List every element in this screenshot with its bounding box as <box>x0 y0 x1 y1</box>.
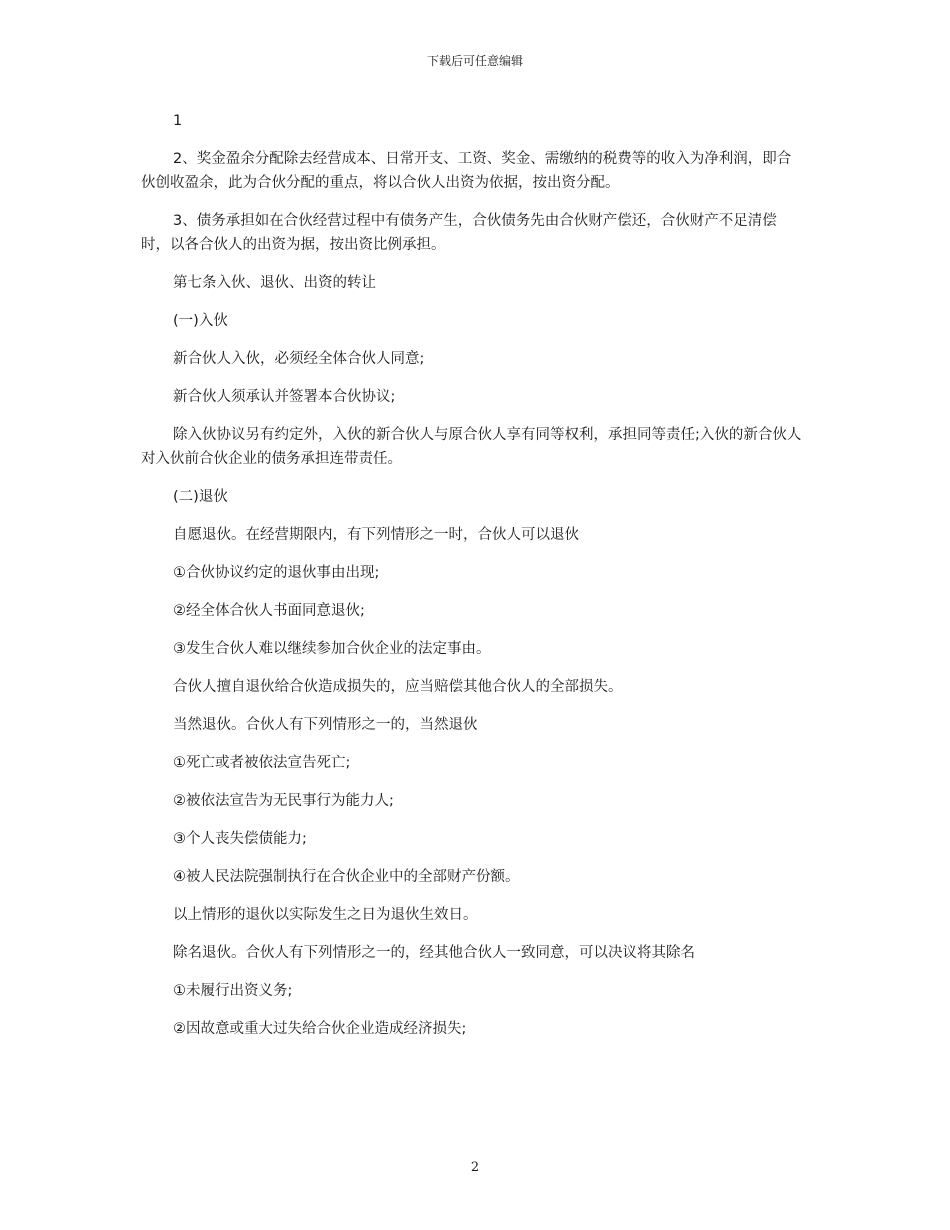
list-item: ③个人丧失偿债能力; <box>173 831 307 847</box>
paragraph-automatic-withdraw: 当然退伙。合伙人有下列情形之一的，当然退伙 <box>173 717 478 733</box>
document-body <box>141 109 805 1055</box>
paragraph-join-consent: 新合伙人入伙，必须经全体合伙人同意; <box>173 351 425 367</box>
list-item: ②经全体合伙人书面同意退伙; <box>173 603 365 619</box>
list-item: ②被依法宣告为无民事行为能力人; <box>173 793 394 809</box>
paragraph-debt-bearing: 3、债务承担如在合伙经营过程中有债务产生，合伙债务先由合伙财产偿还，合伙财产不足清偿时，以各合伙人的出资为据，按出资比例承担。 <box>141 213 777 253</box>
paragraph-expulsion: 除名退伙。合伙人有下列情形之一的，经其他合伙人一致同意，可以决议将其除名 <box>173 945 695 961</box>
list-item: ④被人民法院强制执行在合伙企业中的全部财产份额。 <box>173 869 520 885</box>
paragraph-effective-date: 以上情形的退伙以实际发生之日为退伙生效日。 <box>173 907 478 923</box>
list-item: ③发生合伙人难以继续参加合伙企业的法定事由。 <box>173 641 491 657</box>
list-item: ①未履行出资义务; <box>173 983 293 999</box>
paragraph-join-rights: 除入伙协议另有约定外，入伙的新合伙人与原合伙人享有同等权利，承担同等责任;入伙的新合伙人对入伙前合伙企业的债务承担连带责任。 <box>141 427 802 467</box>
page-number: 2 <box>470 1160 480 1175</box>
paragraph-unauthorized-withdraw: 合伙人擅自退伙给合伙造成损失的，应当赔偿其他合伙人的全部损失。 <box>173 679 623 695</box>
paragraph-join-sign: 新合伙人须承认并签署本合伙协议; <box>173 389 396 405</box>
list-item: ①合伙协议约定的退伙事由出现; <box>173 565 380 581</box>
list-item: ①死亡或者被依法宣告死亡; <box>173 755 351 771</box>
article-seven-heading: 第七条入伙、退伙、出资的转让 <box>173 275 376 291</box>
paragraph-voluntary-withdraw: 自愿退伙。在经营期限内，有下列情形之一时，合伙人可以退伙 <box>173 527 579 543</box>
section-withdraw-heading: (二)退伙 <box>173 489 228 505</box>
page-header: 下载后可任意编辑 <box>426 54 523 68</box>
paragraph-page-number-1: 1 <box>173 113 183 129</box>
list-item: ②因故意或重大过失给合伙企业造成经济损失; <box>173 1021 467 1037</box>
paragraph-bonus-distribution: 2、奖金盈余分配除去经营成本、日常开支、工资、奖金、需缴纳的税费等的收入为净利润，即合伙创收盈余，此为合伙分配的重点，将以合伙人出资为依据，按出资分配。 <box>141 151 792 191</box>
section-join-heading: (一)入伙 <box>173 313 228 329</box>
